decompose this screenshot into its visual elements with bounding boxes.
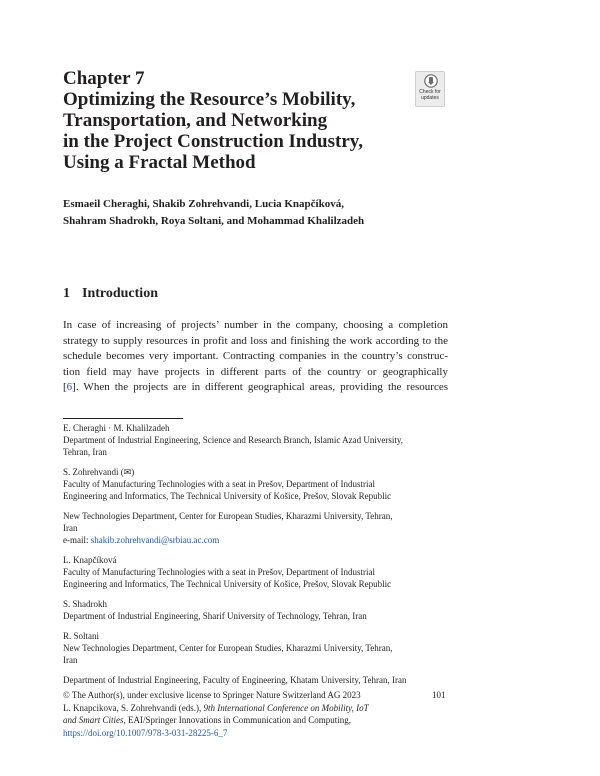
footnote-line: R. Soltani [63,631,100,641]
author-list [63,196,364,230]
footnote-line: Department of Industrial Engineering, Sharif University of Technology, Tehran, Iran [63,611,367,621]
author-line: Esmaeil Cheraghi, Shakib Zohrehvandi, Lucia Knapčíková, [63,198,344,210]
footnote-line: E. Cheraghi · M. Khalilzadeh [63,423,170,433]
citation-editors: L. Knapcikova, S. Zohrehvandi (eds.), [63,702,204,713]
paragraph-line: In case of increasing of projects’ number in the company, choosing a completion [63,319,448,331]
author-line: Shahram Shadrokh, Roya Soltani, and Mohammad Khalilzadeh [63,215,365,227]
email-label: e-mail: [63,535,91,545]
doi-link[interactable]: https://doi.org/10.1007/978-3-031-28225-6_7 [63,727,228,738]
paragraph-text: ]. When the projects are in different geographical areas, providing the resources [72,381,448,393]
section-title: Introduction [82,286,158,301]
footnote-line: Faculty of Manufacturing Technologies with a seat in Prešov, Department of Industrial [63,567,376,577]
check-for-updates-icon [424,74,438,88]
footnote-line: New Technologies Department, Center for European Studies, Kharazmi University, Tehran, [63,643,393,653]
badge-text-line2: updates [421,95,439,101]
paragraph-line: strategy to supply resources in profit and loss and finishing the work according to the [63,334,448,347]
chapter-title [63,89,393,173]
footnote-line: L. Knapčíková [63,555,117,565]
citation-link[interactable]: 6 [66,381,73,393]
book-title: 9th International Conference on Mobility, IoT [203,702,369,713]
paragraph-line: tion field may have projects in different parts of the country or geographically [63,365,448,378]
intro-paragraph [63,318,448,396]
citation-line [63,702,453,715]
book-title-cont: and Smart Cities [63,715,124,725]
email-line [63,534,453,546]
chapter-title-line: Transportation, and Networking [63,110,328,131]
doi-line [63,727,453,740]
copyright-block [63,689,453,739]
chapter-title-line: in the Project Construction Industry, [63,131,363,152]
badge-text-line1: Check for [419,89,441,95]
affiliation-footnotes [63,422,453,686]
chapter-label: Chapter 7 [63,68,145,89]
email-link[interactable]: shakib.zohrehvandi@srbiau.ac.com [90,535,220,545]
section-number: 1 [63,286,70,301]
footnote-line: Faculty of Manufacturing Technologies with a seat in Prešov, Department of Industrial [63,479,376,489]
bracket-open: [ [63,381,67,393]
section-heading [63,286,158,302]
footnote-line: S. Shadrokh [63,599,108,609]
footnote-line: New Technologies Department, Center for European Studies, Kharazmi University, Tehran, [63,511,393,521]
paragraph-line: schedule becomes very important. Contracting companies in the country’s construc- [63,350,448,362]
footnote-line: Engineering and Informatics, The Technical University of Košice, Prešov, Slovak Republic [63,579,392,589]
footnote-line: Engineering and Informatics, The Technical University of Košice, Prešov, Slovak Republic [63,491,392,501]
series-name: , EAI/Springer Innovations in Communication and Computing, [123,715,351,725]
paragraph-line [63,380,448,396]
check-for-updates-badge[interactable] [415,71,445,107]
chapter-title-line: Optimizing the Resource’s Mobility, [63,89,356,110]
page-number: 101 [432,690,446,700]
footnote-line: Iran [63,655,78,665]
copyright-line: © The Author(s), under exclusive license to Springer Nature Switzerland AG 2023 [63,690,361,700]
footnote-line: Department of Industrial Engineering, Faculty of Engineering, Khatam University, Tehran, Iran [63,675,407,685]
footnote-line: S. Zohrehvandi (✉) [63,467,135,477]
footnote-divider [63,418,183,419]
footnote-line: Iran [63,523,78,533]
chapter-title-line: Using a Fractal Method [63,152,256,173]
footnote-line: Tehran, Iran [63,447,107,457]
citation-line [63,714,453,727]
footnote-line: Department of Industrial Engineering, Science and Research Branch, Islamic Azad University, [63,435,404,445]
